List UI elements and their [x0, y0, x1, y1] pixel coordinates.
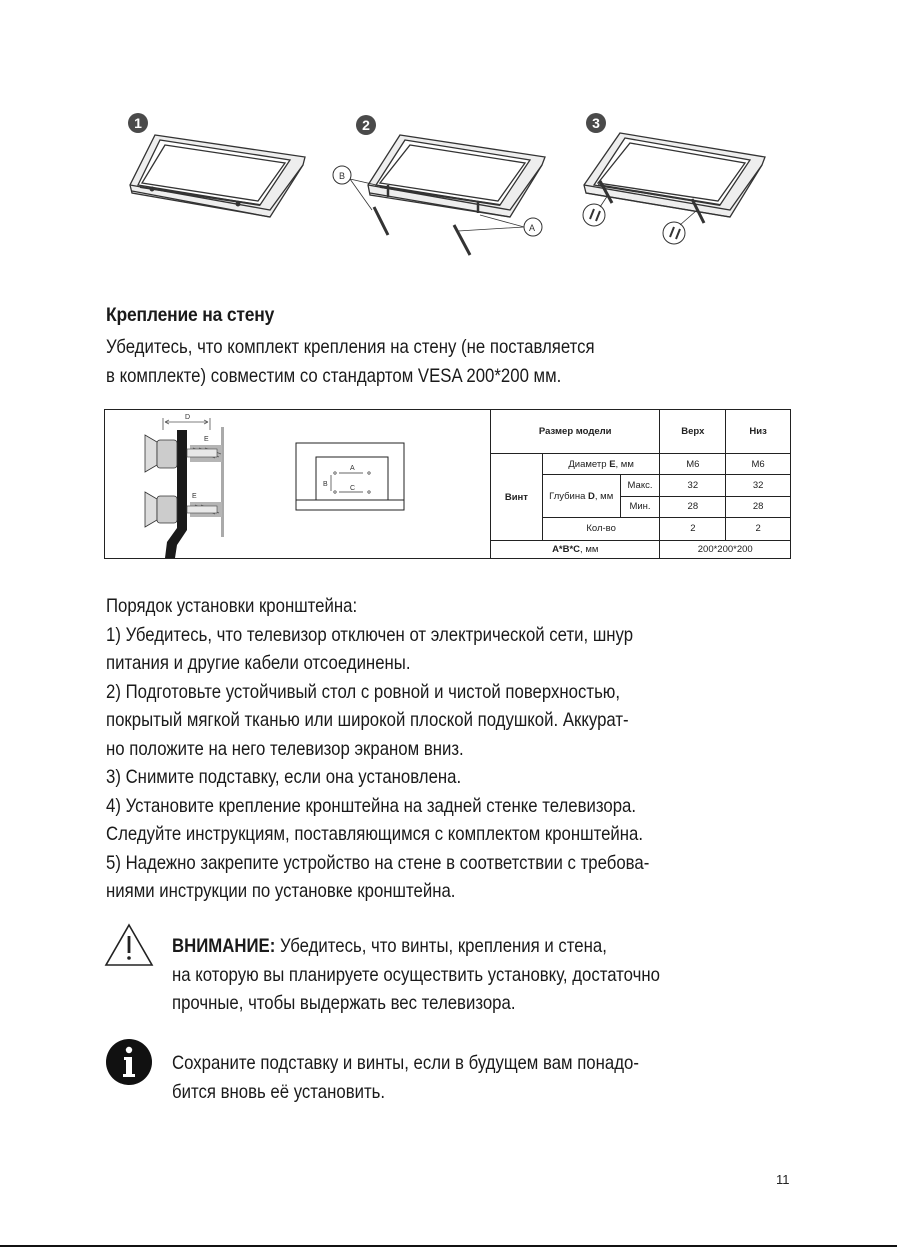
vesa-b-label: B	[323, 481, 328, 488]
procedure-line: покрытый мягкой тканью или широкой плоской подушкой. Аккурат-	[106, 709, 629, 731]
procedure-line: но положите на него телевизор экраном вниз.	[106, 737, 464, 760]
dimension-e-top-label: E	[204, 436, 209, 443]
procedure-line: 4) Установите крепление кронштейна на задней стенке телевизора.	[106, 794, 637, 817]
procedure-line: питания и другие кабели отсоединены.	[106, 652, 411, 674]
header-bottom: Низ	[726, 410, 791, 454]
illustration-step-2	[330, 105, 560, 265]
quantity-top-value: 2	[660, 517, 726, 540]
warning-line: Убедитесь, что винты, крепления и стена,	[275, 935, 607, 957]
callout-b-label: B	[339, 171, 346, 181]
dimension-e-bottom-label: E	[192, 493, 197, 500]
depth-label: Глубина D, мм	[542, 475, 620, 517]
dimension-d-label: D	[185, 414, 191, 421]
procedure-line: 1) Убедитесь, что телевизор отключен от электрической сети, шнур	[106, 623, 634, 646]
step-number-badge: 2	[356, 115, 376, 135]
table-row	[491, 454, 791, 475]
illustration-step-3	[570, 105, 800, 255]
diameter-bottom-value: M6	[726, 454, 791, 475]
info-circle-icon	[105, 1038, 153, 1086]
screw-spec-table	[490, 409, 791, 559]
vesa-a-label: A	[350, 465, 355, 472]
diameter-label: Диаметр E, мм	[542, 454, 660, 475]
quantity-bottom-value: 2	[726, 517, 791, 540]
section-title: Крепление на стену	[106, 305, 275, 326]
warning-triangle-icon	[104, 923, 154, 967]
intro-line: Убедитесь, что комплект крепления на стену (не поставляется	[106, 336, 595, 358]
table-row	[491, 540, 791, 558]
diameter-top-value: M6	[660, 454, 726, 475]
depth-min-label: Мин.	[620, 496, 660, 517]
vesa-c-label: C	[350, 485, 356, 492]
procedure-line: 2) Подготовьте устойчивый стол с ровной и чистой поверхностью,	[106, 680, 621, 703]
bottom-rule	[0, 1245, 897, 1247]
procedure-heading: Порядок установки кронштейна:	[106, 595, 358, 617]
table-header-row	[491, 410, 791, 454]
depth-max-label: Макс.	[620, 475, 660, 496]
quantity-label: Кол-во	[542, 517, 660, 540]
intro-line: в комплекте) совместим со стандартом VESA 200*200 мм.	[106, 364, 562, 387]
warning-line: на которую вы планируете осуществить установку, достаточно	[172, 963, 660, 986]
screw-label: Винт	[491, 454, 543, 541]
step-number-badge: 1	[128, 113, 148, 133]
page-number: 11	[776, 1172, 790, 1187]
abc-value: 200*200*200	[660, 540, 791, 558]
info-line: бится вновь её установить.	[172, 1080, 386, 1103]
warning-line: прочные, чтобы выдержать вес телевизора.	[172, 992, 516, 1014]
info-line: Сохраните подставку и винты, если в будущем вам понадо-	[172, 1052, 639, 1074]
section-intro	[106, 333, 595, 390]
depth-min-bottom-value: 28	[726, 496, 791, 517]
procedure-line: 3) Снимите подставку, если она установлена.	[106, 766, 462, 788]
screw-depth-diagram	[105, 410, 490, 558]
procedure-line: ниями инструкции по установке кронштейна.	[106, 880, 456, 902]
abc-label: A*B*C, мм	[491, 540, 660, 558]
procedure-line: 5) Надежно закрепите устройство на стене в соответствии с требова-	[106, 851, 650, 874]
header-top: Верх	[660, 410, 726, 454]
warning-notice	[172, 932, 660, 1018]
header-model-size: Размер модели	[491, 410, 660, 454]
info-notice	[172, 1049, 639, 1106]
step-number-badge: 3	[586, 113, 606, 133]
callout-a-label: A	[529, 223, 536, 233]
installation-procedure	[106, 592, 649, 906]
depth-max-bottom-value: 32	[726, 475, 791, 496]
procedure-line: Следуйте инструкциям, поставляющимся с комплектом кронштейна.	[106, 823, 644, 845]
warning-label: ВНИМАНИЕ:	[172, 935, 276, 957]
illustration-step-1	[120, 105, 320, 235]
depth-max-top-value: 32	[660, 475, 726, 496]
tv-face-down-illustration	[120, 105, 320, 235]
depth-min-top-value: 28	[660, 496, 726, 517]
